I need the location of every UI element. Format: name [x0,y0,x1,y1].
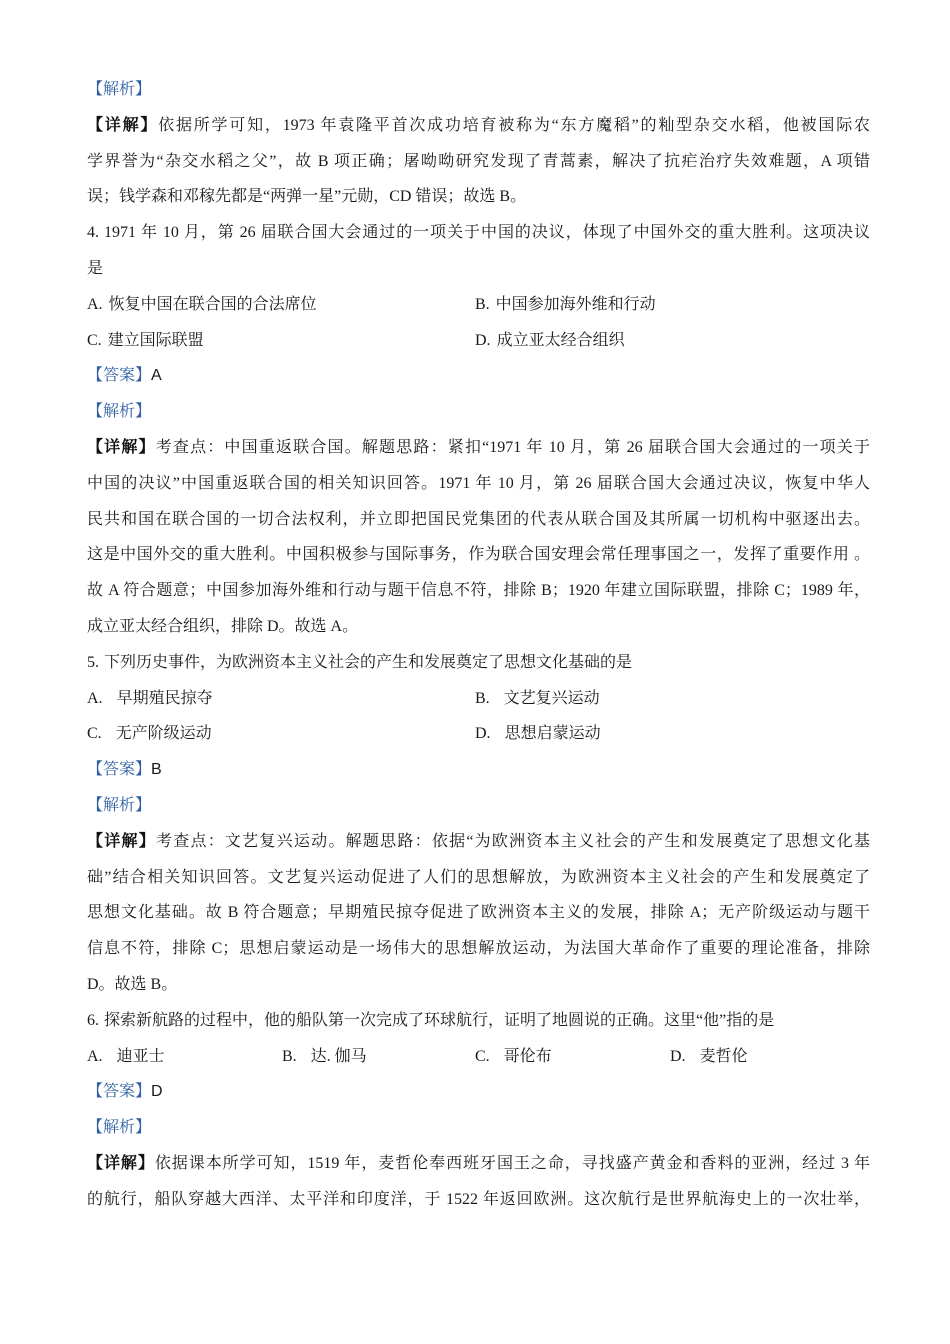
q6-option-d-key: D. [670,1047,686,1065]
q5-options-row-2 [87,716,870,752]
q3-detail-line-2 [87,144,870,180]
q4-option-d [475,323,625,359]
detail-label: 【详解】 [87,116,159,134]
q4-analysis-line [87,394,870,430]
q4-option-d-text: 成立亚太经合组织 [496,331,625,349]
q4-detail-text-3: 民共和国在联合国的一切合法权利，并立即把国民党集团的代表从联合国及其所属一切机构中驱逐出去。 [87,510,870,528]
q4-option-b-text: 中国参加海外维和行动 [495,295,656,313]
q4-detail-text-2: 中国的决议”中国重返联合国的相关知识回答。1971 年 10 月，第 26 届联合国大会通过决议，恢复中华人 [87,474,870,492]
q5-analysis-line [87,788,870,824]
q5-option-b [475,681,600,717]
q5-option-b-key: B. [475,689,490,707]
q4-stem-line-1 [87,215,870,251]
q4-detail-line-2 [87,466,870,502]
q5-option-d-key: D. [475,725,491,743]
analysis-label: 【解析】 [87,1119,152,1137]
q6-option-b-text: 达. 伽马 [310,1047,367,1065]
q3-detail-line-1 [87,108,870,144]
document-page [87,72,870,1218]
q5-stem-line [87,645,870,681]
q5-detail-text-4: 信息不符，排除 C；思想启蒙运动是一场伟大的思想解放运动，为法国大革命作了重要的理论准备，排除 [87,940,870,958]
q6-stem-line [87,1003,870,1039]
q3-detail-text-2: 学界誉为“杂交水稻之父”，故 B 项正确；屠呦呦研究发现了青蒿素，解决了抗疟治疗失效难题，A 项错 [87,152,870,170]
q5-detail-text-2: 础”结合相关知识回答。文艺复兴运动促进了人们的思想解放，为欧洲资本主义社会的产生和发展奠定了 [87,868,870,886]
q5-answer-value: B [151,761,162,779]
q5-stem-text: 下列历史事件，为欧洲资本主义社会的产生和发展奠定了思想文化基础的是 [104,653,633,671]
q6-analysis-line [87,1110,870,1146]
q4-option-a [87,287,475,323]
q5-option-a [87,681,475,717]
analysis-label: 【解析】 [87,81,152,98]
q4-detail-line-1 [87,430,870,466]
q5-option-b-text: 文艺复兴运动 [503,689,600,707]
q4-option-b-key: B. [475,295,490,313]
q6-options-row [87,1039,870,1075]
q3-analysis-line [87,72,870,108]
q6-detail-line-2 [87,1182,870,1218]
q4-stem-line-2 [87,251,870,287]
analysis-label: 【解析】 [87,403,152,421]
q4-detail-line-5 [87,573,870,609]
q5-answer-line [87,752,870,788]
q6-option-c-text: 哥伦布 [503,1047,552,1065]
q4-stem-text-2: 是 [87,259,104,277]
q4-stem-text-1: 1971 年 10 月，第 26 届联合国大会通过的一项关于中国的决议，体现了中国外交的重大胜利。这项决议 [104,224,870,242]
q4-detail-text-4: 这是中国外交的重大胜利。中国积极参与国际事务，作为联合国安理会常任理事国之一，发挥了重要作用 。 [87,546,870,564]
q3-detail-text-3: 误；钱学森和邓稼先都是“两弹一星”元勋，CD 错误；故选 B。 [87,188,527,206]
q6-option-d [670,1039,748,1075]
q4-detail-line-4 [87,537,870,573]
q5-option-c-text: 无产阶级运动 [115,725,212,743]
q4-option-d-key: D. [475,331,491,349]
q6-detail-line-1 [87,1146,870,1182]
q5-option-a-text: 早期殖民掠夺 [116,689,213,707]
q6-stem-text: 探索新航路的过程中，他的船队第一次完成了环球航行，证明了地圆说的正确。这里“他”指的是 [104,1011,775,1029]
q4-option-c-text: 建立国际联盟 [107,331,204,349]
answer-label: 【答案】 [87,761,152,779]
q6-option-c [475,1039,670,1075]
q5-detail-line-1 [87,824,870,860]
q6-answer-value: D [151,1083,163,1101]
q5-detail-line-2 [87,860,870,896]
q4-detail-text-1: 考查点：中国重返联合国。解题思路：紧扣“1971 年 10 月，第 26 届联合国大会通过的一项关于 [155,438,870,456]
q5-option-c-key: C. [87,725,102,743]
q4-option-b [475,287,656,323]
q6-option-d-text: 麦哲伦 [699,1047,748,1065]
q4-option-c [87,323,475,359]
answer-label: 【答案】 [87,367,152,385]
q5-option-d-text: 思想启蒙运动 [504,725,601,743]
q5-detail-text-1: 考查点：文艺复兴运动。解题思路：依据“为欧洲资本主义社会的产生和发展奠定了思想文化基 [155,832,870,850]
q6-option-a-text: 迪亚士 [116,1047,165,1065]
q4-option-a-text: 恢复中国在联合国的合法席位 [108,295,317,313]
q5-option-a-key: A. [87,689,103,707]
q6-answer-line [87,1074,870,1110]
q4-options-row-2 [87,323,870,359]
q5-options-row-1 [87,681,870,717]
answer-label: 【答案】 [87,1083,152,1101]
q5-detail-text-3: 思想文化基础。故 B 符合题意；早期殖民掠夺促进了欧洲资本主义的发展，排除 A；无产阶级运动与题干 [87,904,870,922]
detail-label: 【详解】 [87,1154,155,1172]
q6-option-a [87,1039,282,1075]
q6-option-b [282,1039,475,1075]
q4-answer-value: A [151,367,162,385]
q6-option-b-key: B. [282,1047,297,1065]
q5-number: 5. [87,653,99,671]
q4-option-a-key: A. [87,295,103,313]
q4-detail-text-6: 成立亚太经合组织，排除 D。故选 A。 [87,617,359,635]
detail-label: 【详解】 [87,438,156,456]
q6-number: 6. [87,1011,99,1029]
q4-answer-line [87,358,870,394]
q4-number: 4. [87,224,99,242]
q4-options-row-1 [87,287,870,323]
analysis-label: 【解析】 [87,796,152,814]
q5-detail-text-5: D。故选 B。 [87,975,178,993]
q5-detail-line-4 [87,931,870,967]
q5-detail-line-3 [87,895,870,931]
q4-option-c-key: C. [87,331,102,349]
q3-detail-text-1: 依据所学可知，1973 年袁隆平首次成功培育被称为“东方魔稻”的籼型杂交水稻，他被国际农 [158,116,870,134]
q5-option-c [87,716,475,752]
q5-option-d [475,716,601,752]
q4-detail-text-5: 故 A 符合题意；中国参加海外维和行动与题干信息不符，排除 B；1920 年建立国际联盟，排除 C；1989 年， [87,582,870,600]
q4-detail-line-3 [87,502,870,538]
q6-option-a-key: A. [87,1047,103,1065]
q5-detail-line-5 [87,967,870,1003]
q3-detail-line-3 [87,179,870,215]
detail-label: 【详解】 [87,832,156,850]
q6-detail-text-1: 依据课本所学可知，1519 年，麦哲伦奉西班牙国王之命，寻找盛产黄金和香料的亚洲，经过 3 年 [154,1154,870,1172]
q6-detail-text-2: 的航行，船队穿越大西洋、太平洋和印度洋，于 1522 年返回欧洲。这次航行是世界航海史上的一次壮举， [87,1190,870,1208]
q4-detail-line-6 [87,609,870,645]
q6-option-c-key: C. [475,1047,490,1065]
